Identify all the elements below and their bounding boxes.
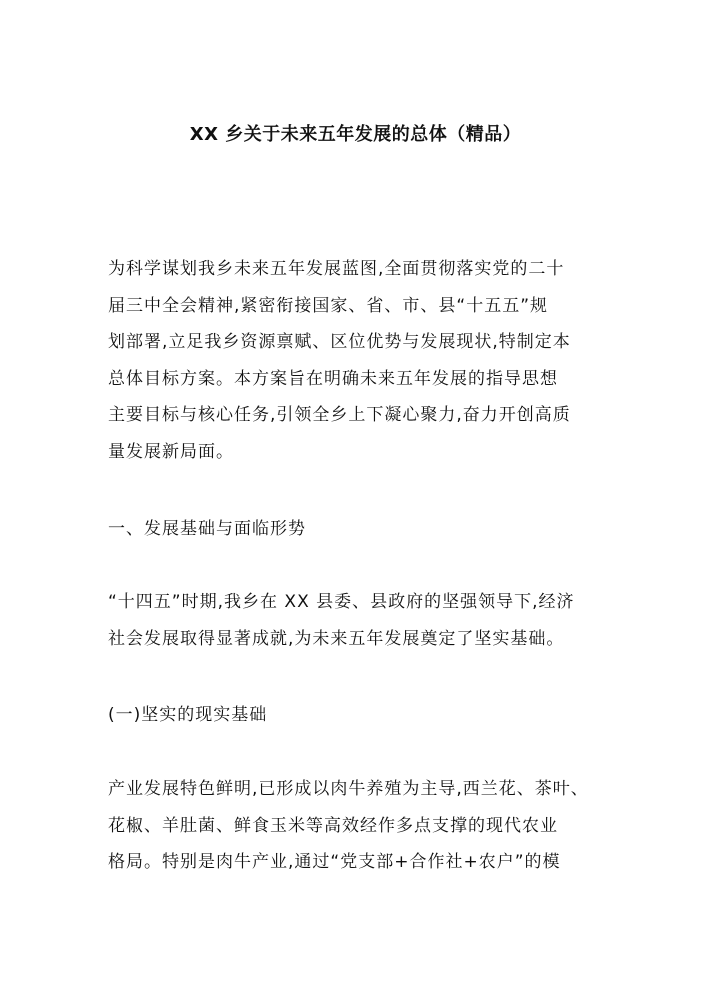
- subsection-heading: [108, 697, 618, 734]
- intro-paragraph: [108, 251, 618, 470]
- text-line: 花椒、羊肚菌、鲜食玉米等高效经作多点支撑的现代农业: [108, 815, 558, 836]
- text-line: 社会发展取得显著成就,为未来五年发展奠定了坚实基础。: [108, 628, 565, 649]
- text-line: 产业发展特色鲜明,已形成以肉牛养殖为主导,西兰花、茶叶、: [108, 779, 589, 799]
- section-heading-text: 一、发展基础与面临形势: [108, 519, 306, 539]
- text-line: 总体目标方案。本方案旨在明确未来五年发展的指导思想: [108, 368, 558, 389]
- subsection-paragraph: [108, 771, 618, 881]
- text-line: “十四五”时期,我乡在 XX 县委、县政府的坚强领导下,经济: [108, 592, 575, 612]
- text-line: 主要目标与核心任务,引领全乡上下凝心聚力,奋力开创高质: [108, 405, 571, 425]
- document-title: XX 乡关于未来五年发展的总体（精品）: [189, 124, 522, 145]
- text-line: 量发展新局面。: [108, 441, 234, 462]
- subsection-heading-text: (一)坚实的现实基础: [108, 705, 268, 725]
- section-paragraph: [108, 584, 618, 657]
- section-heading: [108, 511, 618, 548]
- text-line: 划部署,立足我乡资源禀赋、区位优势与发展现状,特制定本: [108, 332, 571, 352]
- text-line: 届三中全会精神,紧密衔接国家、省、市、县“十五五”规: [108, 295, 549, 316]
- text-line: 为科学谋划我乡未来五年发展蓝图,全面贯彻落实党的二十: [108, 259, 565, 279]
- text-line: 格局。特别是肉牛产业,通过“党支部+合作社+农户”的模: [108, 852, 561, 872]
